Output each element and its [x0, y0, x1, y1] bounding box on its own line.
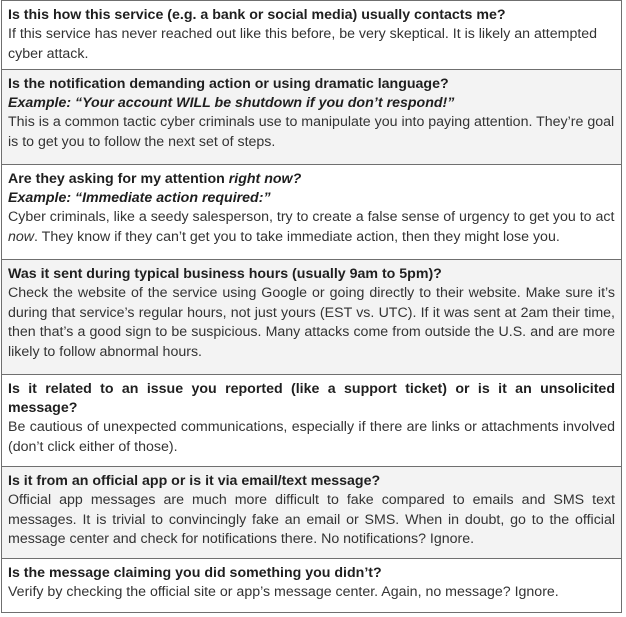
question: Is this how this service (e.g. a bank or social media) usually contacts me?	[8, 7, 506, 23]
question-emphasis: right now?	[228, 171, 302, 187]
question: Was it sent during typical business hours (usually 9am to 5pm)?	[8, 266, 442, 282]
phishing-checklist-table	[1, 0, 622, 613]
example: Example: “Immediate action required:”	[8, 190, 271, 206]
answer	[8, 208, 615, 247]
checklist-row-false-claim	[1, 559, 622, 613]
question: Is the message claiming you did something you didn’t?	[8, 565, 382, 581]
answer: Check the website of the service using Google or going directly to their website. Make sure it’s during that service’s regular hours, not just yours (EST vs. UTC). If it was sent at 2am their time, then that’s a good sign to be suspicious. Many attacks come from outside the U.S. and are more likely to follow abnormal hours.	[8, 285, 615, 360]
answer-text: Cyber criminals, like a seedy salesperson, try to create a false sense of urgency to get you to act	[8, 209, 615, 225]
question	[8, 170, 615, 189]
checklist-row-urgency	[1, 165, 622, 260]
answer: Official app messages are much more difficult to fake compared to emails and SMS text messages. It is trivial to convincingly fake an email or SMS. When in doubt, go to the official message center and check for notifications there. No notifications? Ignore.	[8, 492, 615, 547]
checklist-row-unsolicited	[1, 375, 622, 467]
example: Example: “Your account WILL be shutdown if you don’t respond!”	[8, 95, 455, 111]
question: Is the notification demanding action or using dramatic language?	[8, 76, 449, 92]
answer: This is a common tactic cyber criminals use to manipulate you into paying attention. They’re goal is to get you to follow the next set of steps.	[8, 114, 615, 150]
answer: If this service has never reached out like this before, be very skeptical. It is likely an attempted cyber attack.	[8, 26, 598, 62]
answer-emphasis: now	[8, 228, 35, 245]
checklist-row-official-app	[1, 467, 622, 559]
answer: Verify by checking the official site or app’s message center. Again, no message? Ignore.	[8, 584, 559, 600]
answer-text-end: . They know if they can’t get you to take immediate action, then they might lose you.	[34, 228, 560, 245]
checklist-row-usual-contact	[1, 0, 622, 70]
question: Is it related to an issue you reported (like a support ticket) or is it an unsolicited message?	[8, 381, 615, 416]
question-text: Are they asking for my attention	[8, 171, 229, 187]
checklist-row-business-hours	[1, 260, 622, 375]
answer: Be cautious of unexpected communications, especially if there are links or attachments involved (don’t click either of those).	[8, 419, 615, 455]
question: Is it from an official app or is it via email/text message?	[8, 473, 381, 489]
checklist-row-dramatic-language	[1, 70, 622, 165]
